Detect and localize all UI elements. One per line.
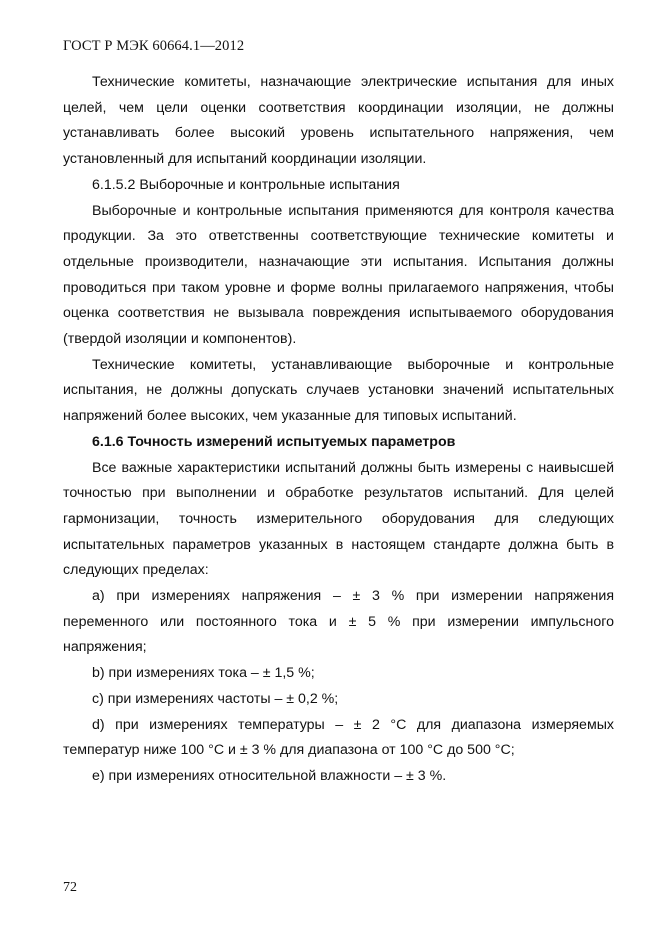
page-number: 72 [63, 880, 77, 895]
paragraph-sample-routine-tests: Выборочные и контрольные испытания применяются для контроля качества продукции. За это ответственны соответствующие технические комитеты и отдельные производители, назначающие эти испытания. Испытания должны проводиться при таком уровне и форме волны прилагаемого напряжения, чтобы оценка соответствия не вызывала повреждения испытываемого оборудования (твердой изоляции и компонентов). [63, 202, 614, 348]
section-6-1-6-heading: 6.1.6 Точность измерений испытуемых параметров [92, 433, 456, 450]
list-item-humidity: е) при измерениях относительной влажности – ± 3 %. [92, 767, 447, 784]
document-code-header: ГОСТ Р МЭК 60664.1—2012 [63, 38, 245, 54]
paragraph-committees-sample-tests: Технические комитеты, устанавливающие выборочные и контрольные испытания, не должны допускать случаев установки значений испытательных напряжений более высоких, чем указанные для типовых испытаний. [63, 356, 614, 425]
list-item-voltage: а) при измерениях напряжения – ± 3 % при измерении напряжения переменного или постоянного тока и ± 5 % при измерении импульсного напряжения; [63, 588, 614, 656]
list-item-current: b) при измерениях тока – ± 1,5 %; [92, 665, 315, 682]
list-item-temperature: d) при измерениях температуры – ± 2 °С для диапазона измеряемых температур ниже 100 °С и ± 3 % для диапазона от 100 °С до 500 °С; [63, 716, 614, 759]
document-body [63, 70, 614, 790]
list-item-frequency: с) при измерениях частоты – ± 0,2 %; [92, 690, 339, 707]
paragraph-committees-electrical-tests: Технические комитеты, назначающие электрические испытания для иных целей, чем цели оценки соответствия координации изоляции, не должны устанавливать более высокий уровень испытательного напряжения, чем установленный для испытаний координации изоляции. [63, 74, 614, 168]
section-6-1-5-2-heading: 6.1.5.2 Выборочные и контрольные испытания [92, 176, 400, 193]
paragraph-measurement-accuracy: Все важные характеристики испытаний должны быть измерены с наивысшей точностью при выполнении и обработке результатов испытаний. Для целей гармонизации, точность измерительного оборудования для следующих испытательных параметров указанных в настоящем стандарте должна быть в следующих пределах: [63, 459, 614, 579]
